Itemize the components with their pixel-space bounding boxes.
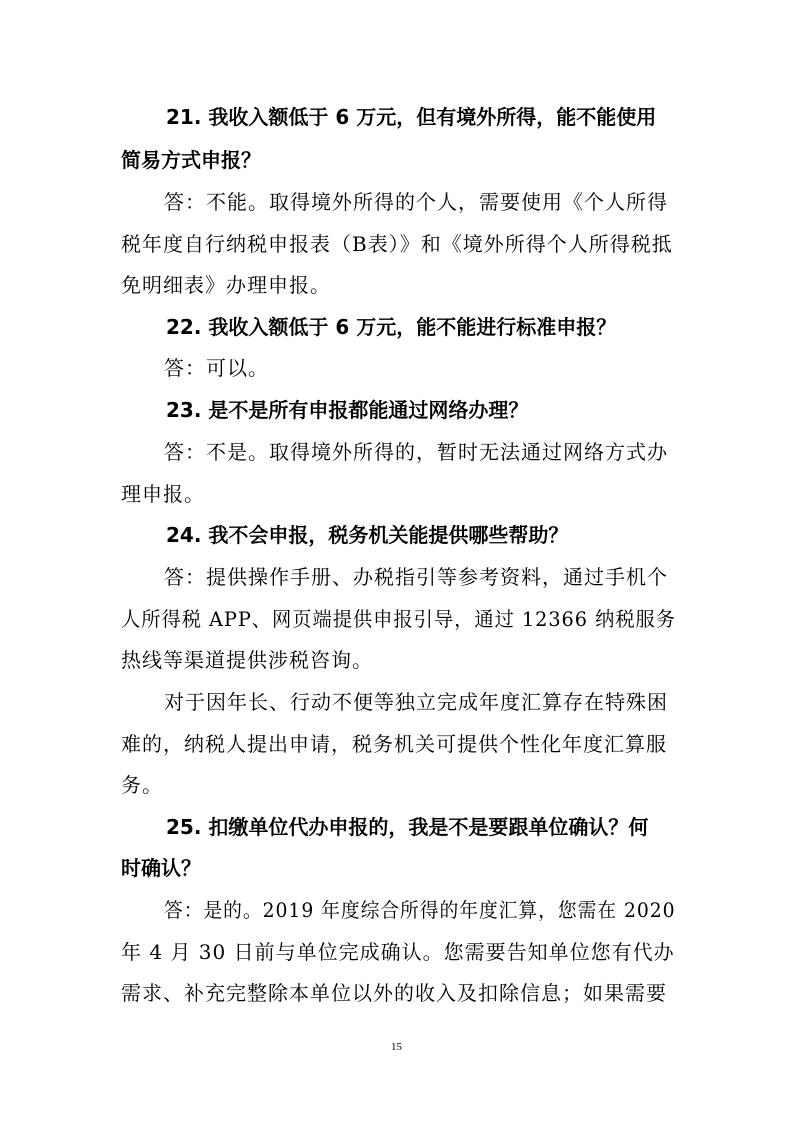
question-22-line-1: 22. 我收入额低于 6 万元，能不能进行标准申报？ — [166, 315, 617, 339]
answer-25-line-1: 答：是的。2019 年度综合所得的年度汇算，您需在 2020 — [164, 898, 676, 922]
answer-24-paragraph-2-line-1: 对于因年长、行动不便等独立完成年度汇算存在特殊困 — [164, 690, 668, 714]
question-21-line-2: 简易方式申报？ — [121, 148, 261, 172]
answer-21-line-2: 税年度自行纳税申报表（B表）》和《境外所得个人所得税抵 — [121, 232, 673, 256]
answer-24-line-2: 人所得税 APP、网页端提供申报引导，通过 12366 纳税服务 — [121, 607, 677, 631]
answer-25-line-3: 需求、补充完整除本单位以外的收入及扣除信息；如果需要 — [121, 981, 667, 1005]
answer-22-line-1: 答：可以。 — [164, 356, 269, 380]
answer-24-line-3: 热线等渠道提供涉税咨询。 — [121, 648, 373, 672]
question-25-line-1: 25. 扣缴单位代办申报的，我是不是要跟单位确认？何 — [166, 815, 649, 839]
question-23-line-1: 23. 是不是所有申报都能通过网络办理？ — [166, 398, 529, 422]
answer-21-line-3: 免明细表》办理申报。 — [121, 273, 331, 297]
question-24-line-1: 24. 我不会申报，税务机关能提供哪些帮助？ — [166, 523, 569, 547]
answer-24-line-1: 答：提供操作手册、办税指引等参考资料，通过手机个 — [164, 565, 668, 589]
answer-24-paragraph-2-line-3: 务。 — [121, 773, 163, 797]
answer-23-line-1: 答：不是。取得境外所得的，暂时无法通过网络方式办 — [164, 440, 668, 464]
answer-23-line-2: 理申报。 — [121, 482, 205, 506]
page-number: 15 — [391, 1041, 402, 1053]
question-25-line-2: 时确认？ — [121, 856, 201, 880]
answer-21-line-1: 答：不能。取得境外所得的个人，需要使用《个人所得 — [164, 190, 668, 214]
answer-24-paragraph-2-line-2: 难的，纳税人提出申请，税务机关可提供个性化年度汇算服 — [121, 732, 667, 756]
answer-25-line-2: 年 4 月 30 日前与单位完成确认。您需要告知单位您有代办 — [121, 940, 675, 964]
question-21-line-1: 21. 我收入额低于 6 万元，但有境外所得，能不能使用 — [166, 105, 657, 129]
